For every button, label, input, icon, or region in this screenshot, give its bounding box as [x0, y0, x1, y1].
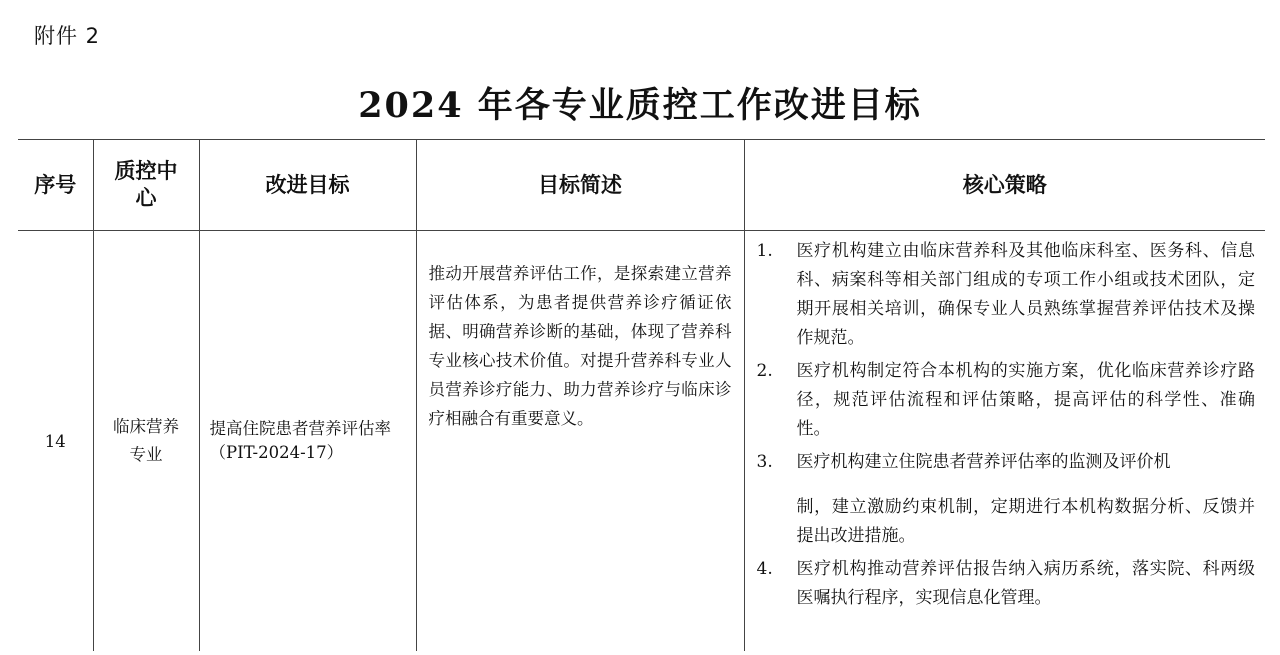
- strategy-text: 医疗机构推动营养评估报告纳入病历系统，落实院、科两级医嘱执行程序，实现信息化管理。: [796, 559, 1255, 608]
- strategy-number: 2.: [756, 361, 773, 381]
- header-center-line2: 心: [135, 186, 157, 210]
- header-center-line1: 质控中: [114, 159, 178, 183]
- goal-text: 提高住院患者营养评估率: [209, 419, 391, 438]
- goal-code: （PIT-2024-17）: [209, 443, 344, 462]
- header-goal: 改进目标: [199, 140, 416, 231]
- strategy-item: [755, 555, 1256, 613]
- strategy-number: 1.: [756, 241, 773, 261]
- header-strategy: 核心策略: [744, 140, 1265, 231]
- header-brief: 目标简述: [416, 140, 744, 231]
- attachment-label: 附件 2: [34, 24, 101, 48]
- strategy-item: [755, 448, 1256, 551]
- strategy-item: [755, 357, 1256, 444]
- document-title: 2024 年各专业质控工作改进目标: [358, 85, 922, 126]
- strategy-number: 4.: [756, 559, 773, 579]
- table-row: [18, 231, 1265, 652]
- header-seq: 序号: [18, 140, 93, 231]
- cell-center: [93, 231, 199, 652]
- strategy-text-part2: 制，建立激励约束机制，定期进行本机构数据分析、反馈并提出改进措施。: [796, 497, 1255, 546]
- cell-brief: 推动开展营养评估工作，是探索建立营养评估体系，为患者提供营养诊疗循证依据、明确营养诊断的基础，体现了营养科专业核心技术价值。对提升营养科专业人员营养诊疗能力、助力营养诊疗与临床诊疗相融合有重要意义。: [416, 231, 744, 652]
- strategy-item: [755, 237, 1256, 353]
- cell-center-line2: 专业: [129, 445, 163, 464]
- cell-strategy: [744, 231, 1265, 652]
- strategy-text: 医疗机构制定符合本机构的实施方案，优化临床营养诊疗路径，规范评估流程和评估策略，提高评估的科学性、准确性。: [796, 361, 1255, 439]
- strategy-number: 3.: [756, 452, 773, 472]
- quality-goals-table: [18, 139, 1265, 651]
- strategy-text-part1: 医疗机构建立住院患者营养评估率的监测及评价机: [796, 452, 1171, 472]
- strategy-text: [797, 448, 1256, 551]
- header-center: [93, 140, 199, 231]
- strategy-text: 医疗机构建立由临床营养科及其他临床科室、医务科、信息科、病案科等相关部门组成的专项工作小组或技术团队，定期开展相关培训，确保专业人员熟练掌握营养评估技术及操作规范。: [796, 241, 1255, 348]
- cell-center-line1: 临床营养: [113, 417, 179, 436]
- cell-seq: 14: [18, 231, 93, 652]
- strategy-list: [755, 237, 1256, 613]
- table-header-row: [18, 140, 1265, 231]
- cell-goal: [199, 231, 416, 652]
